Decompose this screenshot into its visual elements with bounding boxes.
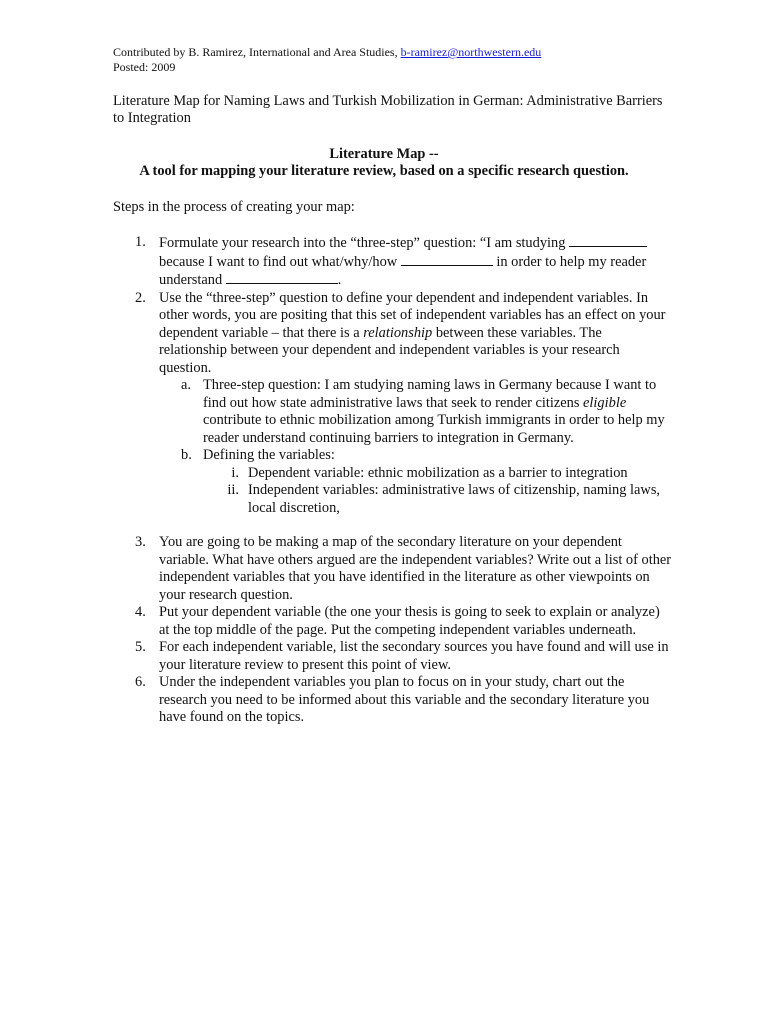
step-number: 4. xyxy=(135,604,146,620)
subitem-letter: b. xyxy=(181,447,192,463)
step-text: For each independent variable, list the secondary sources you have found and will use in your literature review to present this point of view. xyxy=(159,639,669,673)
step-item-2 xyxy=(113,290,673,378)
step-text: Formulate your research into the “three-step” question: “I am studying xyxy=(159,235,570,251)
step-text: in order to help my reader understand xyxy=(159,253,647,288)
step-text: . xyxy=(337,272,342,288)
variable-item-i xyxy=(113,465,673,483)
variable-text: Dependent variable: ethnic mobilization as a barrier to integration xyxy=(248,464,628,481)
contributor-line xyxy=(113,45,541,60)
blank-line xyxy=(569,234,647,247)
emphasis-text: relationship xyxy=(363,324,433,341)
step-item-1 xyxy=(113,234,673,290)
emphasis-text: eligible xyxy=(583,394,627,411)
step-number: 3. xyxy=(135,534,146,550)
step-item-3 xyxy=(113,534,673,604)
step-item-5 xyxy=(113,639,673,674)
subitem-text: Three-step question: I am studying naming laws in Germany because I want to find out how state administrative laws that seek to render citizens xyxy=(203,377,657,411)
step-item-6 xyxy=(113,674,673,727)
heading-subtitle: A tool for mapping your literature review, based on a specific research question. xyxy=(139,163,629,179)
blank-line xyxy=(401,253,493,266)
step-subitem-a xyxy=(113,377,673,447)
step-subitem-b xyxy=(113,447,673,465)
subitem-text: Defining the variables: xyxy=(203,447,335,463)
step-number: 5. xyxy=(135,639,146,655)
variable-text: Independent variables: administrative laws of citizenship, naming laws, local discretion, xyxy=(248,482,661,516)
steps-intro: Steps in the process of creating your map: xyxy=(113,199,355,215)
roman-numeral: i. xyxy=(231,464,239,481)
step-number: 6. xyxy=(135,674,146,690)
step-text: Put your dependent variable (the one your thesis is going to seek to explain or analyze) at the top middle of the page. Put the competing independent variables underneath. xyxy=(159,604,660,638)
heading-title: Literature Map -- xyxy=(329,146,439,162)
heading xyxy=(100,146,668,180)
roman-numeral: ii. xyxy=(227,482,239,498)
subitem-letter: a. xyxy=(181,377,191,393)
document-title: Literature Map for Naming Laws and Turkish Mobilization in German: Administrative Barriers to Integration xyxy=(113,93,663,126)
step-text: Use the “three-step” question to define your dependent and independent variables. In other words, you are positing that this set of independent variables has an effect on your dependent variable – that there is a xyxy=(159,289,666,341)
subitem-text: contribute to ethnic mobilization among Turkish immigrants in order to help my reader understand continuing barriers to integration in Germany. xyxy=(203,412,665,446)
contributor-text: Contributed by B. Ramirez, International and Area Studies, xyxy=(113,45,401,59)
steps-list xyxy=(113,234,673,727)
step-item-4 xyxy=(113,604,673,639)
step-text: between these variables. The relationship between your dependent and independent variables is your research question. xyxy=(159,324,620,376)
step-number: 1. xyxy=(135,234,146,250)
step-number: 2. xyxy=(135,289,146,306)
email-link[interactable]: b-ramirez@northwestern.edu xyxy=(400,45,542,59)
step-text: because I want to find out what/why/how xyxy=(159,253,401,270)
variable-item-ii xyxy=(113,482,673,517)
posted-date: Posted: 2009 xyxy=(113,60,176,74)
step-text: Under the independent variables you plan to focus on in your study, chart out the research you need to be informed about this variable and the secondary literature you have found on the topics. xyxy=(159,674,650,725)
document-meta xyxy=(113,45,541,75)
spacer xyxy=(113,517,673,534)
blank-line xyxy=(226,271,338,284)
step-text: You are going to be making a map of the secondary literature on your dependent variable. What have others argued are the independent variables? Write out a list of other independent variables that you have identified in the literature as other viewpoints on your research question. xyxy=(159,534,672,603)
